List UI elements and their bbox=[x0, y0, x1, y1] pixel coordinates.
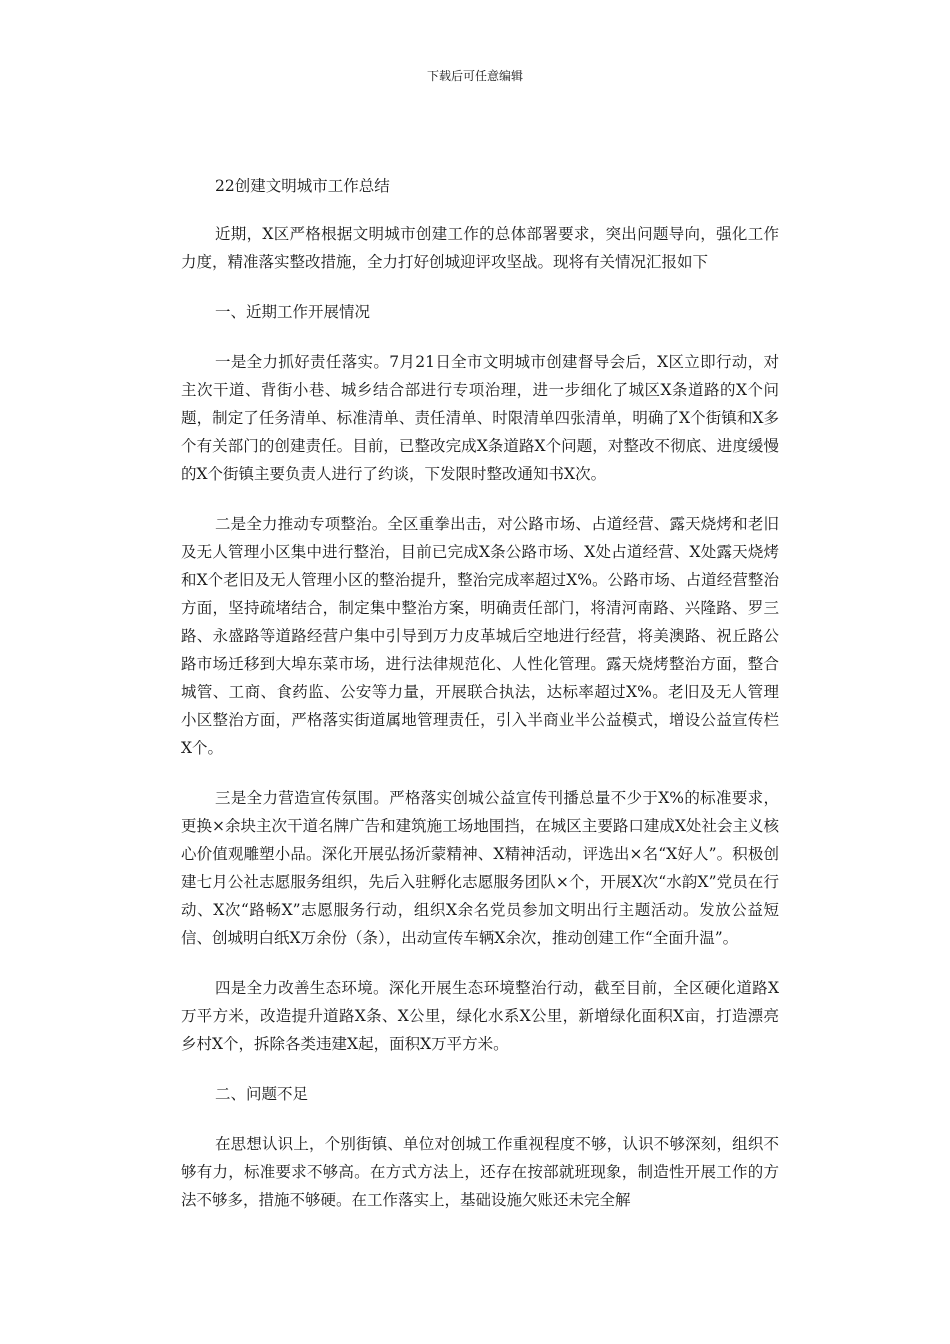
section-heading-2: 二、问题不足 bbox=[215, 1085, 309, 1103]
document-body bbox=[181, 172, 779, 1236]
paragraph-publicity: 三是全力营造宣传氛围。严格落实创城公益宣传刊播总量不少于X%的标准要求，更换×余块主次干道名牌广告和建筑施工场地围挡，在城区主要路口建成X处社会主义核心价值观雕塑小品。深化开展弘扬沂蒙精神、X精神活动，评选出×名“X好人”。积极创建七月公社志愿服务组织，先后入驻孵化志愿服务团队×个，开展X次“水韵X”党员在行动、X次“路畅X”志愿服务行动，组织X余名党员参加文明出行主题活动。发放公益短信、创城明白纸X万余份（条），出动宣传车辆X余次，推动创建工作“全面升温”。 bbox=[181, 789, 779, 947]
paragraph-problems: 在思想认识上，个别街镇、单位对创城工作重视程度不够，认识不够深刻，组织不够有力，标准要求不够高。在方式方法上，还存在按部就班现象，制造性开展工作的方法不够多，措施不够硬。在工作落实上，基础设施欠账还未完全解 bbox=[181, 1135, 779, 1209]
page-header-note: 下载后可任意编辑 bbox=[426, 69, 523, 83]
paragraph-ecology: 四是全力改善生态环境。深化开展生态环境整治行动，截至目前，全区硬化道路X万平方米，改造提升道路X条、X公里，绿化水系X公里，新增绿化面积X亩，打造漂亮乡村X个，拆除各类违建X起，面积X万平方米。 bbox=[181, 979, 779, 1053]
paragraph-responsibility: 一是全力抓好责任落实。7月21日全市文明城市创建督导会后，X区立即行动，对主次干道、背街小巷、城乡结合部进行专项治理，进一步细化了城区X条道路的X个问题，制定了任务清单、标准清单、责任清单、时限清单四张清单，明确了X个街镇和X多个有关部门的创建责任。目前，已整改完成X条道路X个问题，对整改不彻底、进度缓慢的X个街镇主要负责人进行了约谈，下发限时整改通知书X次。 bbox=[181, 353, 779, 483]
intro-paragraph: 近期，X区严格根据文明城市创建工作的总体部署要求，突出问题导向，强化工作力度，精准落实整改措施，全力打好创城迎评攻坚战。现将有关情况汇报如下 bbox=[181, 225, 779, 271]
paragraph-special-rectification: 二是全力推动专项整治。全区重拳出击，对公路市场、占道经营、露天烧烤和老旧及无人管理小区集中进行整治，目前已完成X条公路市场、X处占道经营、X处露天烧烤和X个老旧及无人管理小区的整治提升，整治完成率超过X%。公路市场、占道经营整治方面，坚持疏堵结合，制定集中整治方案，明确责任部门，将清河南路、兴隆路、罗三路、永盛路等道路经营户集中引导到万力皮革城后空地进行经营，将美澳路、祝丘路公路市场迁移到大埠东菜市场，进行法律规范化、人性化管理。露天烧烤整治方面，整合城管、工商、食药监、公安等力量，开展联合执法，达标率超过X%。老旧及无人管理小区整治方面，严格落实街道属地管理责任，引入半商业半公益模式，增设公益宣传栏X个。 bbox=[181, 515, 779, 757]
document-title: 22创建文明城市工作总结 bbox=[215, 177, 390, 195]
section-heading-1: 一、近期工作开展情况 bbox=[215, 303, 371, 321]
